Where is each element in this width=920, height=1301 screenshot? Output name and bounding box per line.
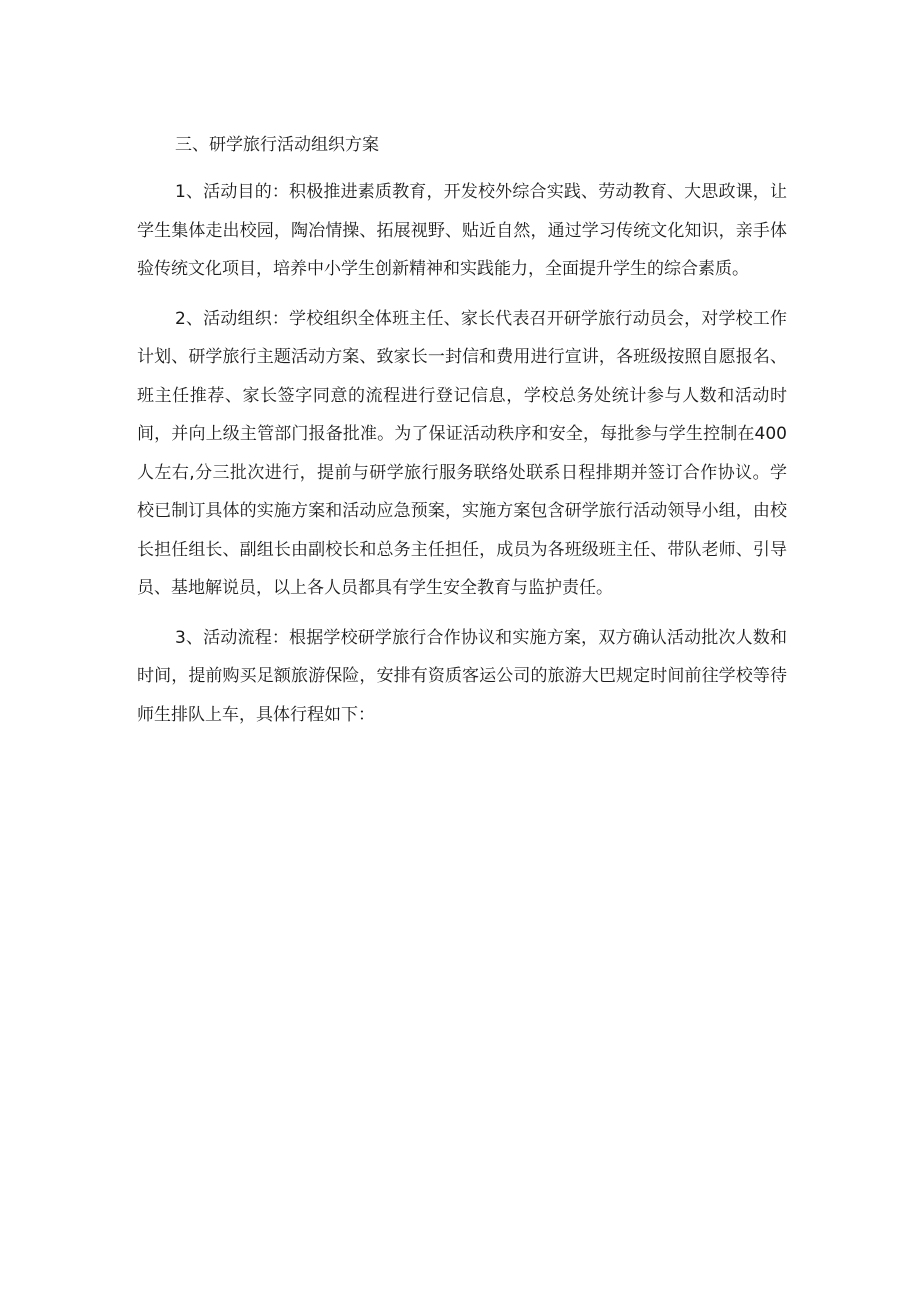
paragraph-activity-purpose: 1、活动目的：积极推进素质教育，开发校外综合实践、劳动教育、大思政课，让学生集体走出校园，陶冶情操、拓展视野、贴近自然，通过学习传统文化知识，亲手体验传统文化项目，培养中小学生创新精神和实践能力，全面提升学生的综合素质。: [137, 182, 787, 279]
section-heading: 三、研学旅行活动组织方案: [175, 135, 379, 155]
paragraph-activity-organization: 2、活动组织：学校组织全体班主任、家长代表召开研学旅行动员会，对学校工作计划、研学旅行主题活动方案、致家长一封信和费用进行宣讲，各班级按照自愿报名、班主任推荐、家长签字同意的流程进行登记信息，学校总务处统计参与人数和活动时间，并向上级主管部门报备批准。为了保证活动秩序和安全，每批参与学生控制在400人左右,分三批次进行，提前与研学旅行服务联络处联系日程排期并签订合作协议。学校已制订具体的实施方案和活动应急预案，实施方案包含研学旅行活动领导小组，由校长担任组长、副组长由副校长和总务主任担任，成员为各班级班主任、带队老师、引导员、基地解说员，以上各人员都具有学生安全教育与监护责任。: [137, 308, 787, 598]
paragraph-activity-process: 3、活动流程：根据学校研学旅行合作协议和实施方案，双方确认活动批次人数和时间，提前购买足额旅游保险，安排有资质客运公司的旅游大巴规定时间前往学校等待师生排队上车，具体行程如下：: [137, 627, 787, 725]
document-body: [137, 128, 787, 734]
